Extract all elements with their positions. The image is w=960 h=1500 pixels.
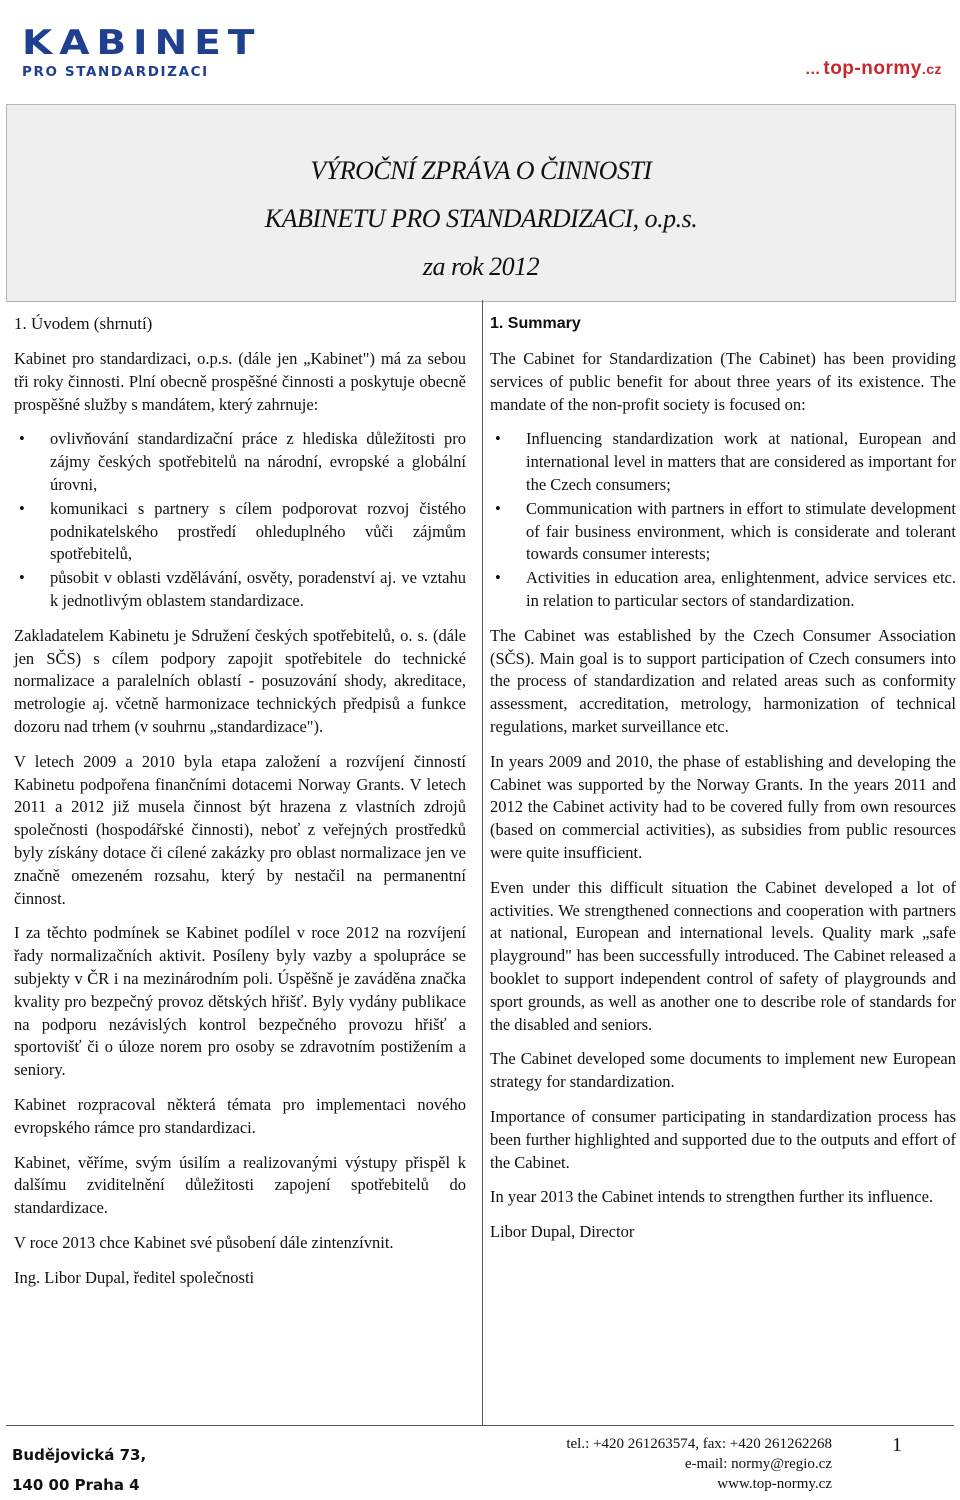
footer-address (12, 1440, 146, 1500)
list-item: • působit v oblasti vzdělávání, osvěty, poradenství aj. ve vztahu k jednotlivým oblastem standardizace. (50, 567, 466, 613)
brand-name: top-normy (823, 58, 922, 79)
list-item: • Communication with partners in effort to stimulate development of fair business environment, which is considerate and tolerant towards consumer interests; (526, 498, 956, 566)
czech-heading: 1. Úvodem (shrnutí) (14, 314, 153, 333)
czech-paragraph-2: V letech 2009 a 2010 byla etapa založení a rozvíjení činností Kabinetu podpořena finančními dotacemi Norway Grants. V letech 2011 a 2012 již musela činnost být hrazena z vlastních zdrojů společnosti (hospodářské činnosti), neboť z veřejných prostředků byly získány dotace či cílené zakázky pro oblast normalizace jen ve značně omezeném rozsahu, který by nestačil na permanentní činnost. (14, 751, 466, 908)
brand-tld: .cz (921, 61, 942, 77)
footer-web[interactable]: www.top-normy.cz (717, 1476, 832, 1492)
logo-main-text: KABINET (22, 23, 262, 63)
english-intro: The Cabinet for Standardization (The Cabinet) has been providing services of public benefit for about three years of its existence. The mandate of the non-profit society is focused on: (490, 349, 956, 414)
czech-paragraph-5: Kabinet, věříme, svým úsilím a realizovanými výstupy přispěl k dalšímu zviditelnění důležitosti zapojení spotřebitelů do standardizace. (14, 1152, 466, 1218)
english-bullet-list (490, 428, 956, 612)
english-signature: Libor Dupal, Director (490, 1222, 635, 1242)
czech-bullet-list (14, 428, 466, 612)
title-line-1: VÝROČNÍ ZPRÁVA O ČINNOSTI (310, 156, 652, 185)
list-item: • Activities in education area, enlightenment, advice services etc. in relation to particular sectors of standardization. (526, 567, 956, 613)
czech-column (14, 312, 466, 1301)
footer-phone: tel.: +420 261263574, fax: +420 261262268 (566, 1436, 832, 1452)
brand-dots: ... (805, 61, 821, 78)
title-line-3: za rok 2012 (422, 252, 540, 281)
czech-intro: Kabinet pro standardizaci, o.p.s. (dále jen „Kabinet") má za sebou tři roky činnosti. Plní obecně prospěšné činnosti a poskytuje obecně prospěšné služby s mandátem, který zahrnuje: (14, 349, 466, 414)
footer-divider (6, 1425, 954, 1426)
address-line-1: Budějovická 73, (12, 1446, 147, 1464)
czech-paragraph-6: V roce 2013 chce Kabinet své působení dále zintenzívnit. (14, 1232, 394, 1252)
footer-contacts (566, 1434, 832, 1494)
top-normy-logo (806, 58, 942, 80)
list-item: • Influencing standardization work at national, European and international level in matters that are considered as important for the Czech consumers; (526, 428, 956, 496)
english-paragraph-1: The Cabinet was established by the Czech Consumer Association (SČS). Main goal is to support participation of Czech consumers into the process of standardization and related areas such as conformity assessment, accreditation, metrology, harmonization of technical regulations, market surveillance etc. (490, 625, 956, 736)
title-line-2: KABINETU PRO STANDARDIZACI, o.p.s. (264, 204, 698, 233)
english-paragraph-3: Even under this difficult situation the Cabinet developed a lot of activities. We strengthened connections and cooperation with partners at national, European and international levels. Quality mark „safe playground" has been successfully introduced. The Cabinet released a booklet to support independent control of safety of playgrounds and sport grounds, as well as another one to describe role of standards for the disabled and seniors. (490, 877, 956, 1034)
english-paragraph-6: In year 2013 the Cabinet intends to strengthen further its influence. (490, 1187, 934, 1207)
english-paragraph-5: Importance of consumer participating in standardization process has been further highlighted and supported due to the outputs and effort of the Cabinet. (490, 1106, 956, 1172)
english-paragraph-4: The Cabinet developed some documents to implement new European strategy for standardization. (490, 1049, 956, 1092)
kabinet-logo (22, 23, 262, 80)
page-number: 1 (892, 1434, 902, 1456)
czech-signature: Ing. Libor Dupal, ředitel společnosti (14, 1267, 255, 1287)
english-paragraph-2: In years 2009 and 2010, the phase of establishing and developing the Cabinet was supported by the Norway Grants. In the years 2011 and 2012 the Cabinet activity had to be covered fully from own resources (based on commercial activities), as subsidies from public resources were quite insufficient. (490, 751, 956, 862)
czech-paragraph-3: I za těchto podmínek se Kabinet podílel v roce 2012 na rozvíjení řady normalizačních aktivit. Posíleny byly vazby a spolupráce se subjekty v ČR i na mezinárodním poli. Úspěšně je zaváděna značka kvality pro bezpečný provoz dětských hřišť. Byly vydány publikace na podporu nezávislých kontrol bezpečného provozu hřišť a sportovišť či o úloze norem pro osoby se zdravotním postižením a seniory. (14, 923, 466, 1080)
column-divider (482, 300, 483, 1425)
report-title-box (6, 104, 956, 302)
czech-paragraph-4: Kabinet rozpracoval některá témata pro implementaci nového evropského rámce pro standardizaci. (14, 1094, 466, 1137)
address-line-2: 140 00 Praha 4 (12, 1476, 140, 1494)
list-item: • ovlivňování standardizační práce z hlediska důležitosti pro zájmy českých spotřebitelů na národní, evropské a globální úrovni, (50, 428, 466, 496)
english-column (490, 312, 956, 1256)
logo-sub-text: PRO STANDARDIZACI (22, 64, 209, 80)
list-item: • komunikaci s partnery s cílem podporovat rozvoj čistého podnikatelského prostředí ohleduplného vůči zájmům spotřebitelů, (50, 498, 466, 566)
footer-email[interactable]: e-mail: normy@regio.cz (684, 1456, 832, 1472)
czech-paragraph-1: Zakladatelem Kabinetu je Sdružení českých spotřebitelů, o. s. (dále jen SČS) s cílem podpory zapojit spotřebitele do technické normalizace a paralelních oblastí - posuzování shody, akreditace, metrologie aj. včetně harmonizace technických předpisů a funkce dozoru nad trhem (v souhrnu „standardizace"). (14, 625, 466, 736)
english-heading: 1. Summary (490, 315, 581, 332)
